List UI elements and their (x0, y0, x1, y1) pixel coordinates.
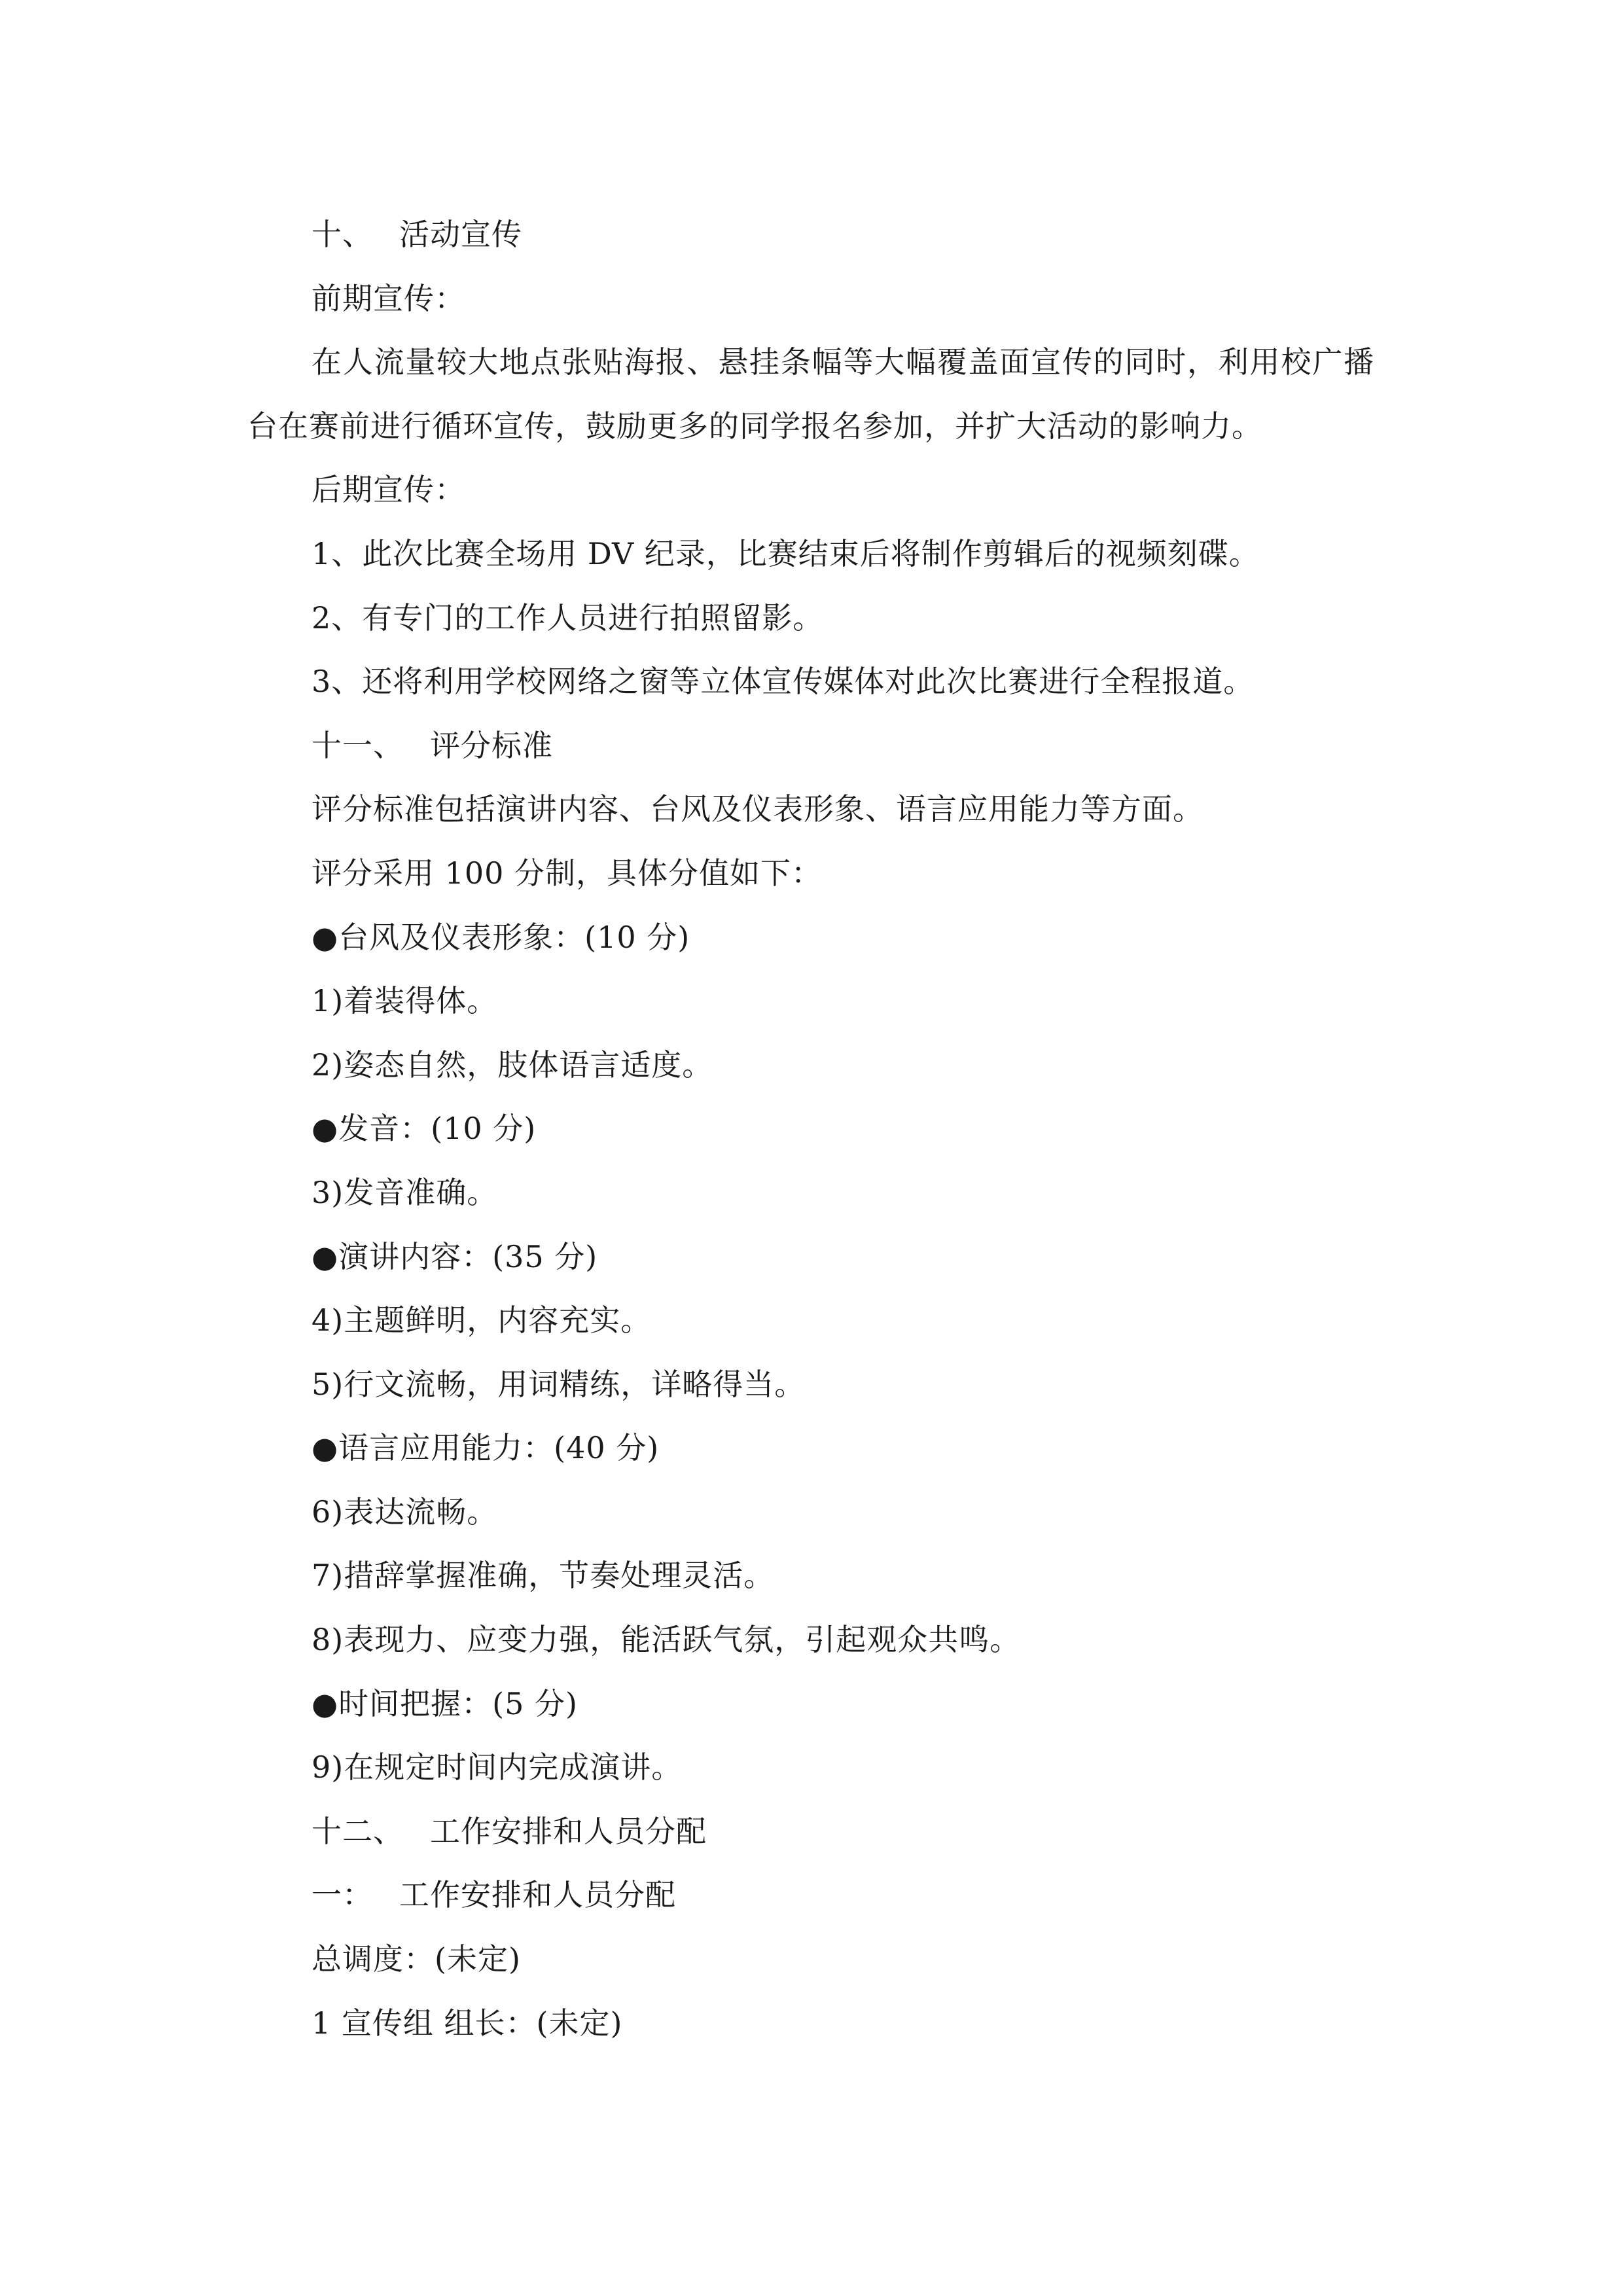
scoring-line: 4)主题鲜明，内容充实。 (312, 1302, 652, 1338)
section-12-number: 十二、 (312, 1813, 404, 1849)
section-10-heading (247, 203, 1374, 267)
section-11-heading (247, 714, 1374, 778)
scoring-scale: 评分采用 100 分制，具体分值如下： (312, 855, 823, 891)
post-publicity-item: 2、有专门的工作人员进行拍照留影。 (312, 600, 824, 636)
scoring-line: ●演讲内容：(35 分) (312, 1238, 598, 1274)
scoring-line: 1)着装得体。 (312, 983, 498, 1019)
section-11-number: 十一、 (312, 727, 404, 763)
post-publicity-item: 1、此次比赛全场用 DV 纪录，比赛结束后将制作剪辑后的视频刻碟。 (312, 535, 1260, 571)
scoring-intro: 评分标准包括演讲内容、台风及仪表形象、语言应用能力等方面。 (312, 791, 1204, 827)
section-12-title: 工作安排和人员分配 (430, 1813, 707, 1849)
scoring-line: ●语言应用能力：(40 分) (312, 1430, 660, 1466)
post-publicity-item: 3、还将利用学校网络之窗等立体宣传媒体对此次比赛进行全程报道。 (312, 664, 1255, 700)
section-12-sub-number: 一： (312, 1877, 373, 1913)
scoring-line: 6)表达流畅。 (312, 1494, 498, 1530)
post-publicity-label: 后期宣传： (312, 472, 465, 508)
section-10-number: 十、 (312, 217, 373, 252)
scoring-line: 7)措辞掌握准确，节奏处理灵活。 (312, 1558, 775, 1594)
section-12-sub-title: 工作安排和人员分配 (399, 1877, 676, 1913)
section-11-title: 评分标准 (430, 727, 553, 763)
staff-line: 总调度：(未定) (312, 1941, 521, 1977)
section-12-subheading (247, 1863, 1374, 1928)
scoring-line: 9)在规定时间内完成演讲。 (312, 1749, 683, 1785)
pre-publicity-label: 前期宣传： (312, 280, 465, 316)
scoring-line: 5)行文流畅，用词精练，详略得当。 (312, 1366, 806, 1402)
scoring-line: ●发音：(10 分) (312, 1111, 537, 1147)
section-12-heading (247, 1800, 1374, 1864)
pre-publicity-paragraph: 在人流量较大地点张贴海报、悬挂条幅等大幅覆盖面宣传的同时，利用校广播台在赛前进行循环宣传，鼓励更多的同学报名参加，并扩大活动的影响力。 (247, 344, 1374, 444)
scoring-line: 8)表现力、应变力强，能活跃气氛，引起观众共鸣。 (312, 1622, 1021, 1658)
scoring-line: 3)发音准确。 (312, 1174, 498, 1210)
section-10-title: 活动宣传 (399, 217, 522, 252)
scoring-line: ●时间把握：(5 分) (312, 1685, 578, 1721)
scoring-line: ●台风及仪表形象：(10 分) (312, 919, 690, 955)
document-body (247, 203, 1374, 2055)
staff-line: 1 宣传组 组长：(未定) (312, 2005, 623, 2041)
scoring-line: 2)姿态自然，肢体语言适度。 (312, 1047, 713, 1083)
